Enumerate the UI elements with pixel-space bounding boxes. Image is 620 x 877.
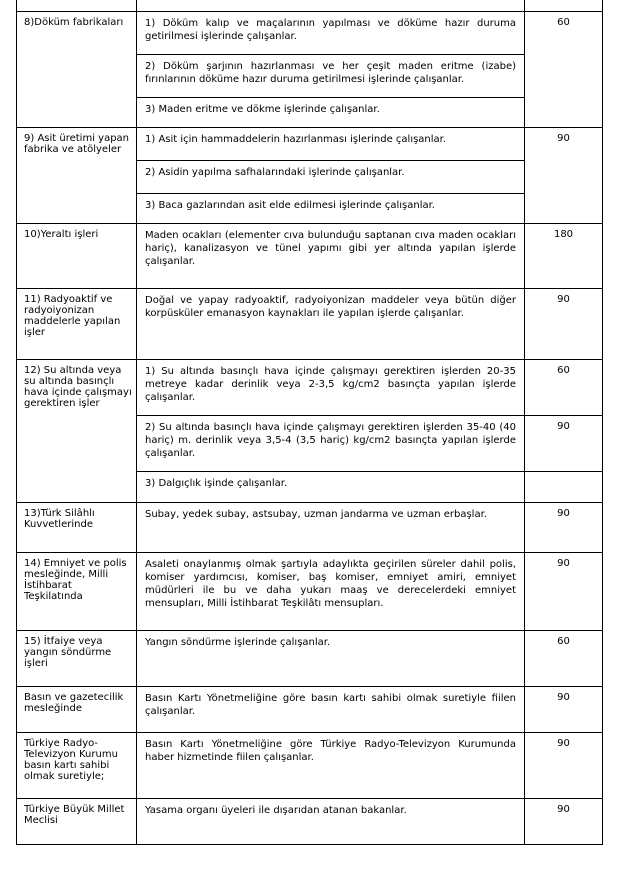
- work-item: 1) Döküm kalıp ve maçalarının yapılması ve döküme hazır duruma getirilmesi işlerinde çalışanlar.: [137, 11, 525, 54]
- days-cell: 180: [525, 223, 603, 288]
- table-row: [17, 798, 603, 844]
- days-cell: 90: [525, 127, 603, 223]
- days-cell: [525, 471, 603, 502]
- table-row: [17, 686, 603, 732]
- days-cell: 60: [525, 359, 603, 415]
- duration-table: [16, 0, 603, 845]
- table-row: [17, 552, 603, 630]
- days-cell: 90: [525, 502, 603, 552]
- days-cell: 60: [525, 11, 603, 127]
- work-item: 3) Baca gazlarından asit elde edilmesi işlerinde çalışanlar.: [137, 193, 525, 223]
- work-item: 2) Döküm şarjının hazırlanması ve her çeşit maden eritme (izabe) fırınlarının döküme hazır duruma getirilmesi işlerinde çalışanlar.: [137, 54, 525, 97]
- category-cell: 11) Radyoaktif ve radyoiyonizan maddelerle yapılan işler: [17, 288, 137, 359]
- work-item: Yasama organı üyeleri ile dışarıdan atanan bakanlar.: [137, 798, 525, 844]
- category-cell: 12) Su altında veya su altında basınçlı hava içinde çalışmayı gerektiren işler: [17, 359, 137, 502]
- work-item: Basın Kartı Yönetmeliğine göre basın kartı sahibi olmak suretiyle fiilen çalışanlar.: [137, 686, 525, 732]
- table-row: [17, 359, 603, 415]
- category-cell: Türkiye Büyük Millet Meclisi: [17, 798, 137, 844]
- days-cell: 90: [525, 552, 603, 630]
- days-cell: 90: [525, 415, 603, 471]
- work-item: Doğal ve yapay radyoaktif, radyoiyonizan maddeler veya bütün diğer korpüsküler emanasyon kaynakları ile yapılan işlerde çalışanlar.: [137, 288, 525, 359]
- table-row: [17, 502, 603, 552]
- table-row: [17, 11, 603, 54]
- work-item: Yangın söndürme işlerinde çalışanlar.: [137, 630, 525, 686]
- days-cell: 90: [525, 732, 603, 798]
- category-cell: 9) Asit üretimi yapan fabrika ve atölyeler: [17, 127, 137, 223]
- table-row: [17, 288, 603, 359]
- work-item: 3) Maden eritme ve dökme işlerinde çalışanlar.: [137, 97, 525, 127]
- table-row: [17, 223, 603, 288]
- table-row-top-stub: [17, 0, 603, 11]
- table-row: [17, 732, 603, 798]
- category-cell: Basın ve gazetecilik mesleğinde: [17, 686, 137, 732]
- category-cell: Türkiye Radyo-Televizyon Kurumu basın kartı sahibi olmak suretiyle;: [17, 732, 137, 798]
- days-cell: 60: [525, 630, 603, 686]
- work-item: 1) Asit için hammaddelerin hazırlanması işlerinde çalışanlar.: [137, 127, 525, 160]
- days-cell: 90: [525, 798, 603, 844]
- days-cell: 90: [525, 686, 603, 732]
- work-item: Maden ocakları (elementer cıva bulunduğu saptanan cıva maden ocakları hariç), kanalizasyon ve tünel yapımı gibi yer altında yapılan işlerde çalışanlar.: [137, 223, 525, 288]
- table-row: [17, 127, 603, 160]
- work-item: 2) Su altında basınçlı hava içinde çalışmayı gerektiren işlerden 35-40 (40 hariç) m. derinlik veya 3,5-4 (3,5 hariç) kg/cm2 basınçta yapılan işlerde çalışanlar.: [137, 415, 525, 471]
- work-item: Subay, yedek subay, astsubay, uzman jandarma ve uzman erbaşlar.: [137, 502, 525, 552]
- work-item: Asaleti onaylanmış olmak şartıyla adaylıkta geçirilen süreler dahil polis, komiser yardımcısı, komiser, baş komiser, emniyet amiri, emniyet müdürleri ile bu ve daha yukarı maaş ve derecelerdeki emniyet mensupları, Milli İstihbarat Teşkilâtı mensupları.: [137, 552, 525, 630]
- days-cell: 90: [525, 288, 603, 359]
- work-item: 2) Asidin yapılma safhalarındaki işlerinde çalışanlar.: [137, 160, 525, 193]
- work-item: 1) Su altında basınçlı hava içinde çalışmayı gerektiren işlerden 20-35 metreye kadar derinlik veya 2-3,5 kg/cm2 basınçta yapılan işlerde çalışanlar.: [137, 359, 525, 415]
- table-row: [17, 630, 603, 686]
- category-cell: 8)Döküm fabrikaları: [17, 11, 137, 127]
- category-cell: 14) Emniyet ve polis mesleğinde, Milli İstihbarat Teşkilatında: [17, 552, 137, 630]
- work-item: 3) Dalgıçlık işinde çalışanlar.: [137, 471, 525, 502]
- work-item: Basın Kartı Yönetmeliğine göre Türkiye Radyo-Televizyon Kurumunda haber hizmetinde fiilen çalışanlar.: [137, 732, 525, 798]
- category-cell: 13)Türk Silâhlı Kuvvetlerinde: [17, 502, 137, 552]
- category-cell: 15) İtfaiye veya yangın söndürme işleri: [17, 630, 137, 686]
- category-cell: 10)Yeraltı işleri: [17, 223, 137, 288]
